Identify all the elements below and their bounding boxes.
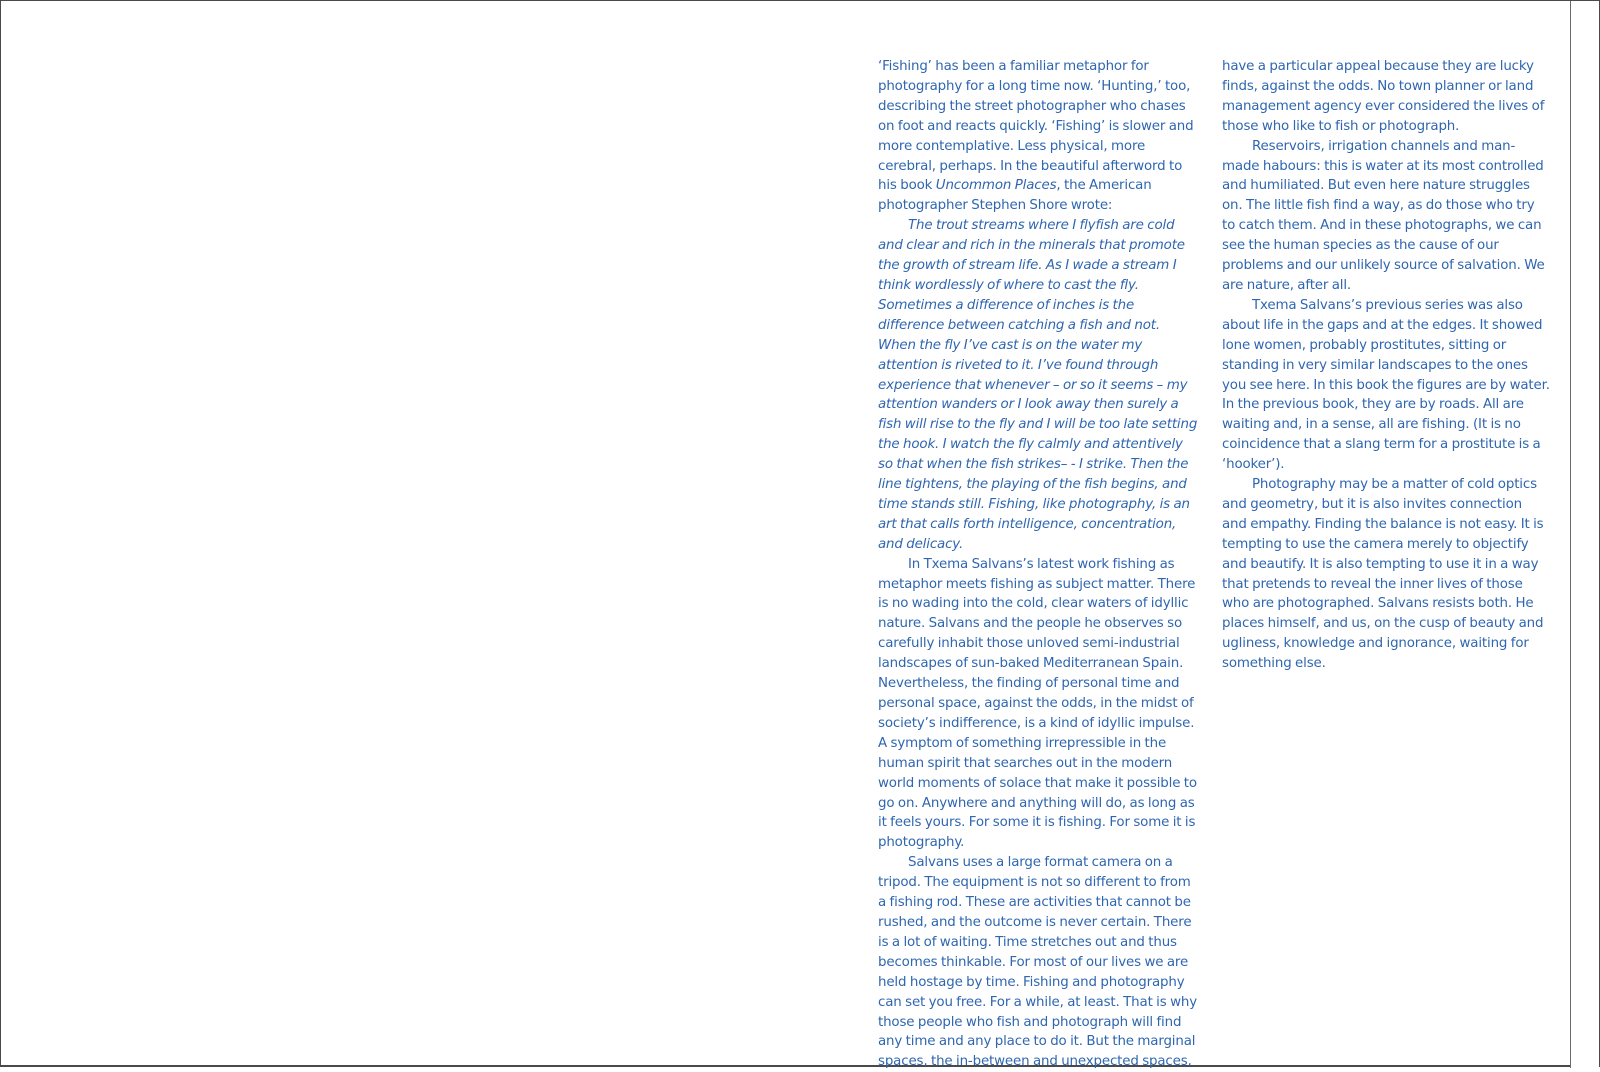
text-column-right [1222,57,1550,674]
intro-text: ‘Fishing’ has been a familiar metaphor for photography for a long time now. ‘Hunting,’ too, describing the street photographer who chases on foot and reacts quickly. ‘Fishing’ is slower and more contemplative. Less physical, more cerebral, perhaps. In the beautiful afterword to his book [878,59,1194,194]
paragraph-body: Txema Salvans’s previous series was also about life in the gaps and at the edges. It showed lone women, probably prostitutes, sitting or standing in very similar landscapes to the ones you see here. In this book the figures are by water. In the previous book, they are by roads. All are waiting and, in a sense, all are fishing. (It is no coincidence that a slang term for a prostitute is a ‘hooker’). [1222,297,1550,473]
intro-text-end: , the American photographer Stephen Shore wrote: [878,178,1152,214]
paragraph-body: Reservoirs, irrigation channels and man-made habours: this is water at its most controlled and humiliated. But even here nature struggles on. The little fish find a way, as do those who try to catch them. And in these photographs, we can see the human species as the cause of our problems and our unlikely source of salvation. We are nature, after all. [1222,138,1545,293]
paragraph-body: In Txema Salvans’s latest work fishing as metaphor meets fishing as subject matter. There is no wading into the cold, clear waters of idyllic nature. Salvans and the people he observes so carefully inhabit those unloved semi-industrial landscapes of sun-baked Mediterranean Spain. Nevertheless, the finding of personal time and personal space, against the odds, in the midst of society’s indifference, is a kind of idyllic impulse. A symptom of something irrepressible in the human spirit that searches out in the modern world moments of solace that make it possible to go on. Anywhere and anything will do, as long as it feels yours. For some it is fishing. For some it is photography. [878,556,1197,851]
paragraph-intro [878,57,1200,216]
paragraph-body: Salvans uses a large format camera on a tripod. The equipment is not so different to from a fishing rod. These are activities that cannot be rushed, and the outcome is never certain. There is a lot of waiting. Time stretches out and thus becomes thinkable. For most of our lives we are held hostage by time. Fishing and photography can set you free. For a while, at least. That is why those people who fish and photograph will find any time and any place to do it. But the marginal spaces, the in-between and unexpected spaces, [878,855,1197,1070]
text-column-left [878,57,1200,1072]
paragraph-body: Photography may be a matter of cold optics and geometry, but it is also invites connection and empathy. Finding the balance is not easy. It is tempting to use the camera merely to objectify and beautify. It is also tempting to use it in a way that pretends to reveal the inner lives of those who are photographed. Salvans resists both. He places himself, and us, on the cusp of beauty and ugliness, knowledge and ignorance, waiting for something else. [1222,477,1544,672]
paragraph-continued: have a particular appeal because they are lucky finds, against the odds. No town planner or land management agency ever considered the lives of those who like to fish or photograph. [1222,59,1545,134]
page-edge [1570,1,1599,1068]
book-title: Uncommon Places [935,178,1057,194]
block-quote: The trout streams where I flyfish are cold and clear and rich in the minerals that promote the growth of stream life. As I wade a stream I think wordlessly of where to cast the fly. Sometimes a difference of inches is the difference between catching a fish and not. When the fly I’ve cast is on the water my attention is riveted to it. I’ve found through experience that whenever – or so it seems – my attention wanders or I look away then surely a fish will rise to the fly and I will be too late setting the hook. I watch the fly calmly and attentively so that when the fish strikes– - I strike. Then the line tightens, the playing of the fish begins, and time stands still. Fishing, like photography, is an art that calls forth intelligence, concentration, and delicacy. [878,218,1198,552]
